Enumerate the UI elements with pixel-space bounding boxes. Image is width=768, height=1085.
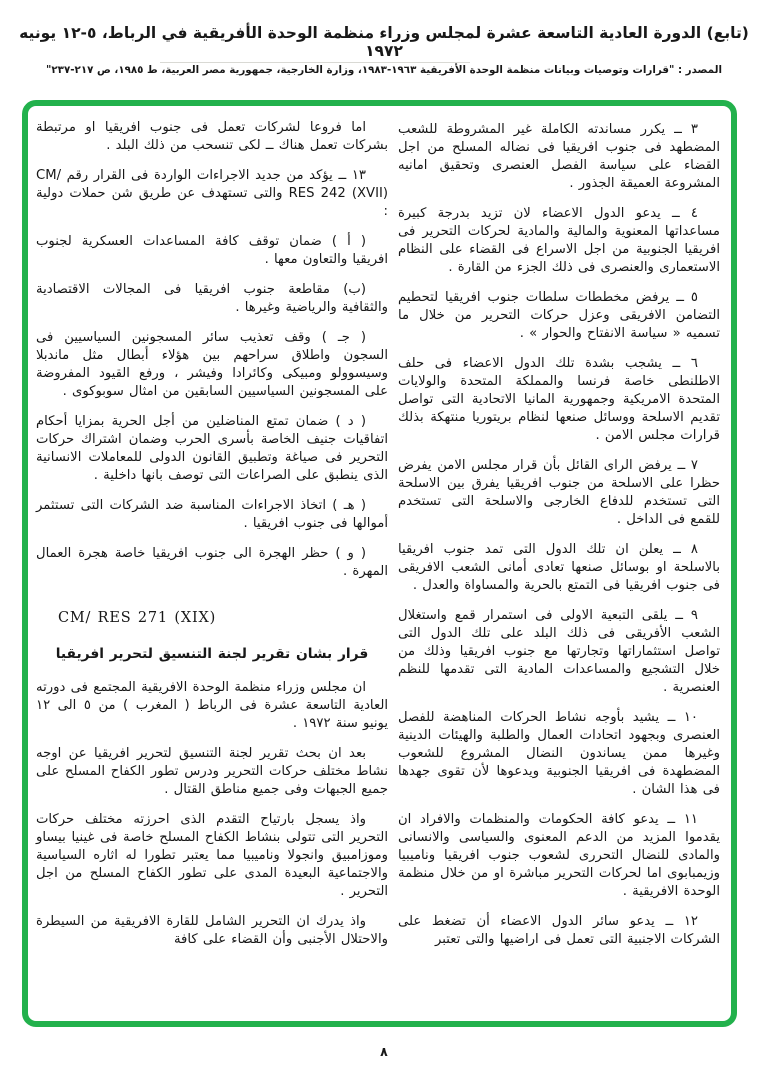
- page-header-title: (تابع) الدورة العادية التاسعة عشرة لمجلس وزراء منظمة الوحدة الأفريقية في الرباط، ٥-١٢ يونيه ١٩٧٢: [19, 24, 749, 60]
- paragraph: واذ يدرك ان التحرير الشامل للقارة الافريقية من السيطرة والاحتلال الأجنبى وأن القضاء على كافة: [36, 914, 388, 947]
- list-item-b: (ب) مقاطعة جنوب افريقيا فى المجالات الاقتصادية والثقافية والرياضية وغيرها .: [36, 282, 388, 315]
- source-citation: المصدر : "قرارات وتوصيات وبيانات منظمة الوحدة الأفريقية ١٩٦٣-١٩٨٣، وزارة الخارجية، جمهورية مصر العربية، ط ١٩٨٥، ص ٢١٧-٢٣٧": [46, 64, 722, 76]
- paragraph: ٥ ــ يرفض مخططات سلطات جنوب افريقيا لتحطيم التضامن الافريقى وعزل حركات التحرير من خلال ما تسميه « سياسة الانفتاح والحوار » .: [398, 290, 720, 341]
- paragraph: ١٠ ــ يشيد بأوجه نشاط الحركات المناهضة للفصل العنصرى وبجهود اتحادات العمال والطلبة والهيئات الدينية وغيرها ممن يساندون النضال المشروع للشعوب المضطهدة فى افريقيا الجنوبية ويدعوها لأن تقوى جهدها فى هذا الشان .: [398, 710, 720, 797]
- list-item-a: ( أ ) ضمان توقف كافة المساعدات العسكرية لجنوب افريقيا والتعاون معها .: [36, 234, 388, 267]
- list-item-d: ( د ) ضمان تمتع المناضلين من أجل الحرية بمزايا أحكام اتفاقيات جنيف الخاصة بأسرى الحرب وضمان اشتراك حركات التحرير فى صياغة وتطبيق القانون الدولى للمعاملات الانسانية الذى ينطبق على الصراعات التى توصف بانها داخلية .: [36, 414, 388, 483]
- column-left: [36, 119, 388, 949]
- paragraph: ان مجلس وزراء منظمة الوحدة الافريقية المجتمع فى دورته العادية التاسعة عشرة فى الرباط ( المغرب ) من ٥ الى ١٢ يونيو سنة ١٩٧٢ .: [36, 680, 388, 731]
- paragraph: اما فروعا لشركات تعمل فى جنوب افريقيا او مرتبطة بشركات تعمل هناك ــ لكى تنسحب من ذلك البلد .: [36, 120, 388, 153]
- paragraph: بعد ان بحث تقرير لجنة التنسيق لتحرير افريقيا عن اوجه نشاط مختلف حركات التحرير ودرس تطور الكفاح المسلح على جميع الجبهات وفى جميع مناطق القتال .: [36, 746, 388, 797]
- paragraph: ١٣ ــ يؤكد من جديد الاجراءات الواردة فى القرار رقم ⁦CM/ RES 242 (XVII)⁩ والتى تستهدف عن طريق شن حملات دولية :: [36, 168, 388, 219]
- paragraph: ٦ ــ يشجب بشدة تلك الدول الاعضاء فى حلف الاطلنطى خاصة فرنسا والمملكة المتحدة والولايات المتحدة الامريكية وجمهورية المانيا الاتحادية التى تواصل تقديم الاسلحة ووسائل صنعها لنظام بريتوريا منتهكة بذلك قرارات مجلس الامن .: [398, 356, 720, 443]
- paragraph: ١١ ــ يدعو كافة الحكومات والمنظمات والافراد ان يقدموا المزيد من الدعم المعنوى والسياسى والانسانى والمادى للنضال التحررى لشعوب جنوب افريقيا وناميبيا وزيمبابوى اما لحركات التحرير مباشرة او من خلال منظمة الوحدة الافريقية .: [398, 812, 720, 899]
- resolution-title: قرار بشان تقرير لجنة التنسيق لتحرير افريقيا: [55, 646, 369, 662]
- list-item-e: ( هـ ) اتخاذ الاجراءات المناسبة ضد الشركات التى تستثمر أموالها فى جنوب افريقيا .: [36, 498, 388, 531]
- column-right: [398, 121, 720, 949]
- paragraph: ١٢ ــ يدعو سائر الدول الاعضاء أن تضغط على الشركات الاجنبية التى تعمل فى اراضيها والتى تعتبر: [398, 914, 720, 947]
- paragraph: ٩ ــ يلقى التبعية الاولى فى استمرار قمع واستغلال الشعب الأفريقى فى ذلك البلد على تلك الدول التى تواصل استثماراتها وتجارتها مع جنوب افريقيا وذلك من خلال التشجيع والمساعدات المادية التى تقدمها للنظم العنصرية .: [398, 608, 720, 695]
- list-item-c: ( جـ ) وقف تعذيب سائر المسجونين السياسيين فى السجون واطلاق سراحهم بين هؤلاء أبطال مثل ماندبلا وسيسوولو ومبيكى وكائرادا وفيشر ، ورفع القيود المفروضة على المسجونين السياسيين السابقين من امثال سوبوكوى .: [36, 330, 388, 399]
- paragraph: واذ يسجل بارتياح التقدم الذى احرزته مختلف حركات التحرير التى تتولى بنشاط الكفاح المسلح خاصة فى غينيا بيساو وموزامبيق وانجولا وناميبيا مما يعتبر تطورا له اثاره السياسية والاجتماعية البعيدة المدى على تطور الكفاح المسلح من اجل التحرير .: [36, 812, 388, 899]
- resolution-code: CM/ RES 271 (XIX): [58, 610, 217, 626]
- paragraph: ٣ ــ يكرر مساندته الكاملة غير المشروطة للشعب المضطهد فى جنوب افريقيا فى نضاله المسلح من اجل القضاء على سياسة الفصل العنصرى وتحقيق امانيه المشروعة العميقة الجذور .: [398, 122, 720, 191]
- list-item-f: ( و ) حظر الهجرة الى جنوب افريقيا خاصة هجرة العمال المهرة .: [36, 546, 388, 579]
- paragraph: ٧ ــ يرفض الراى القائل بأن قرار مجلس الامن يفرض حظرا على الاسلحة من جنوب افريقيا يفرق بين الاسلحة التى تستخدم للدفاع الخارجى والاسلحة التى تستخدم للقمع فى الداخل .: [398, 458, 720, 527]
- header-divider: [160, 62, 470, 63]
- paragraph: ٨ ــ يعلن ان تلك الدول التى تمد جنوب افريقيا بالاسلحة او بوسائل صنعها تعادى أمانى الشعب الافريقى فى جنوب افريقيا فى التمتع بالحرية والمساواة والعدل .: [398, 542, 720, 593]
- page-number: ٨: [380, 1044, 388, 1059]
- paragraph: ٤ ــ يدعو الدول الاعضاء لان تزيد بدرجة كبيرة مساعداتها المعنوية والمالية والمادية لحركات التحرير فى افريقيا الجنوبية من اجل الاسراع فى القضاء على النظام الاستعمارى والعنصرى فى ذلك الجزء من القارة .: [398, 206, 720, 275]
